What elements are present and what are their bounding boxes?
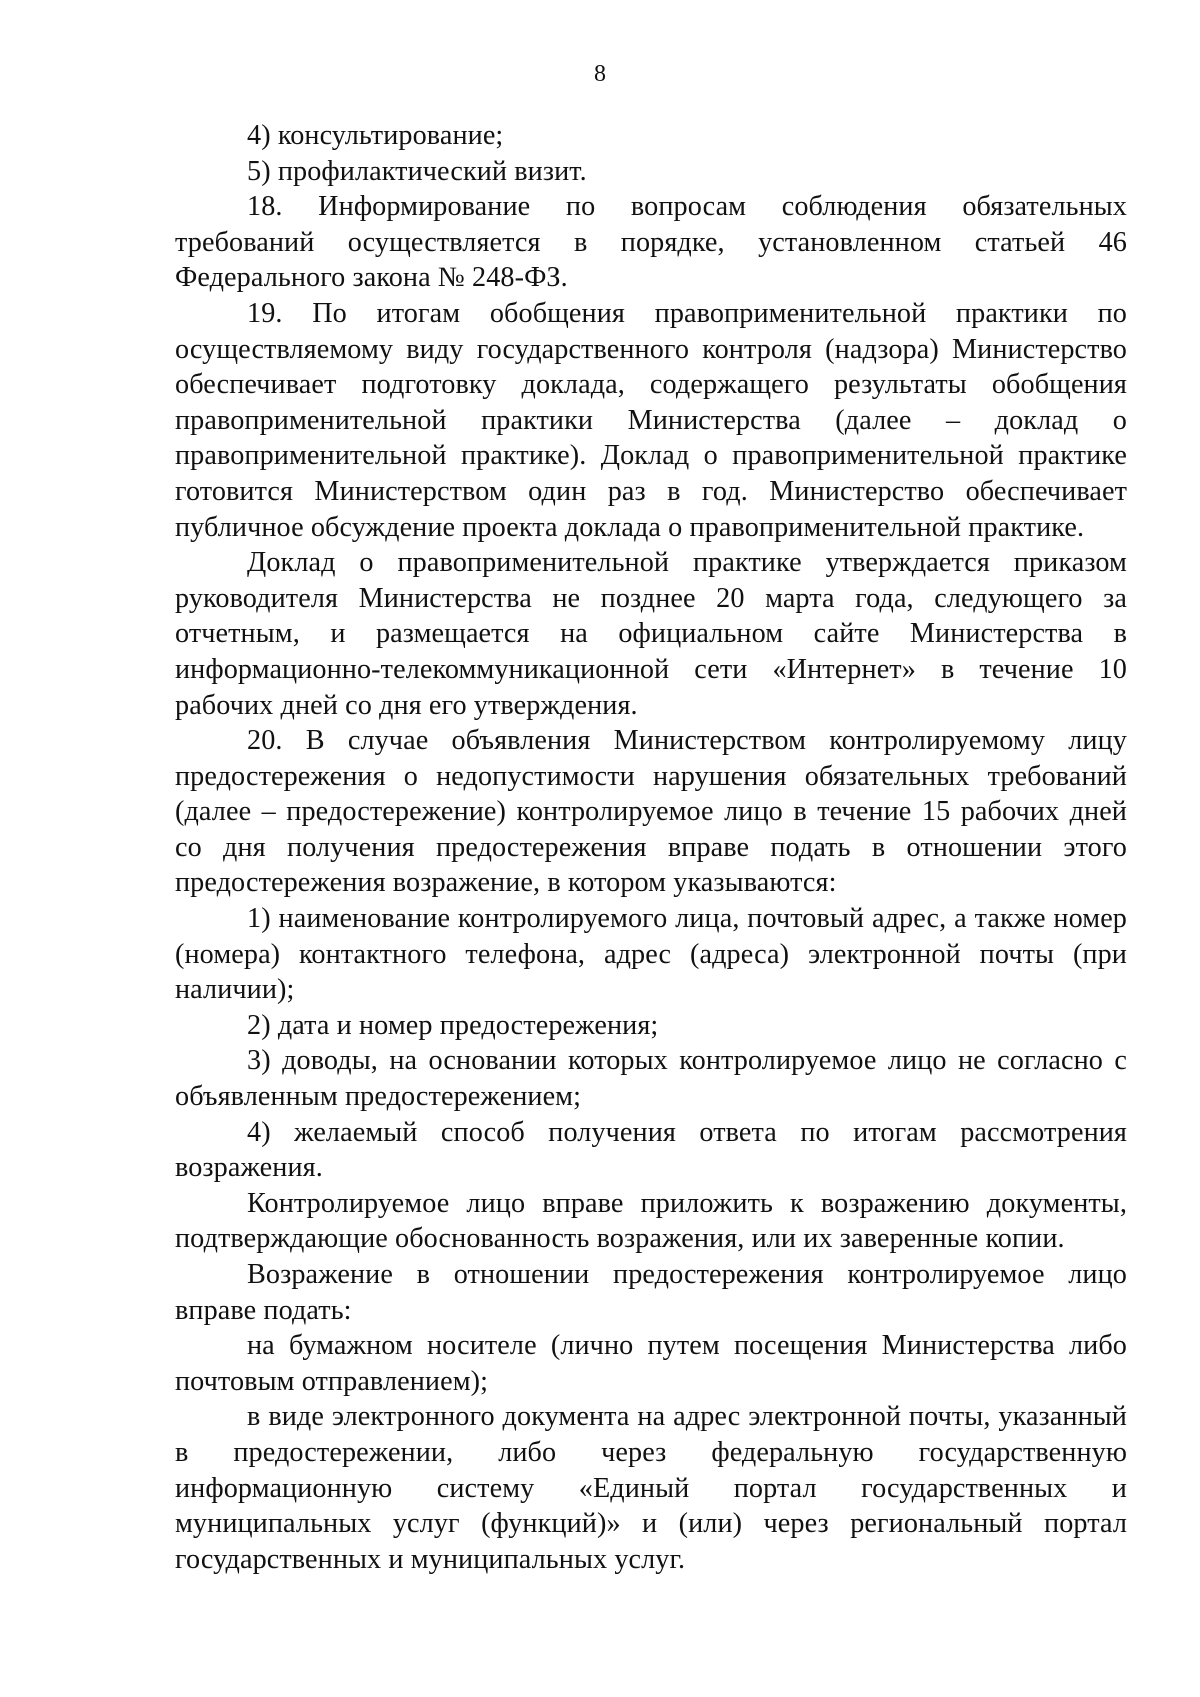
page-number: 8 <box>594 61 606 87</box>
paragraph-attachments: Контролируемое лицо вправе приложить к возражению документы, подтверждающие обоснованность возражения, или их заверенные копии. <box>175 1187 1127 1255</box>
paragraph-objection-item-2: 2) дата и номер предостережения; <box>247 1009 659 1041</box>
paragraph-submission-ways: Возражение в отношении предостережения контролируемое лицо вправе подать: <box>175 1259 1127 1326</box>
paragraph-report-approval: Доклад о правоприменительной практике утверждается приказом руководителя Министерства не позднее 20 марта года, следующего за отчетным, и размещается на официальном сайте Министерства в информационно-телекоммуникационной сети «Интернет» в течение 10 рабочих дней со дня его утверждения. <box>175 547 1127 721</box>
paragraph-19: 19. По итогам обобщения правоприменительной практики по осуществляемому виду государственного контроля (надзора) Министерство обеспечивает подготовку доклада, содержащего результаты обобщения правоприменительной практики Министерства (далее – доклад о правоприменительной практике). Доклад о правоприменительной практике готовится Министерством один раз в год. Министерство обеспечивает публичное обсуждение проекта доклада о правоприменительной практике. <box>175 297 1127 543</box>
document-body <box>175 118 1127 1577</box>
paragraph-18: 18. Информирование по вопросам соблюдения обязательных требований осуществляется в порядке, установленном статьей 46 Федерального закона № 248-ФЗ. <box>175 191 1127 294</box>
paragraph-objection-item-1: 1) наименование контролируемого лица, почтовый адрес, а также номер (номера) контактного телефона, адрес (адреса) электронной почты (при наличии); <box>175 903 1127 1006</box>
paragraph-objection-item-3: 3) доводы, на основании которых контролируемое лицо не согласно с объявленным предостережением; <box>175 1045 1127 1113</box>
paragraph-20: 20. В случае объявления Министерством контролируемому лицу предостережения о недопустимости нарушения обязательных требований (далее – предостережение) контролируемое лицо в течение 15 рабочих дней со дня получения предостережения вправе подать в отношении этого предостережения возражение, в котором указываются: <box>175 725 1127 899</box>
paragraph-item-4: 4) консультирование; <box>247 120 504 151</box>
paragraph-objection-item-4: 4) желаемый способ получения ответа по итогам рассмотрения возражения. <box>175 1116 1127 1184</box>
paragraph-electronic-submission: в виде электронного документа на адрес электронной почты, указанный в предостережении, либо через федеральную государственную информационную систему «Единый портал государственных и муниципальных услуг (функций)» и (или) через региональный портал государственных и муниципальных услуг. <box>175 1401 1127 1575</box>
paragraph-paper-submission: на бумажном носителе (лично путем посещения Министерства либо почтовым отправлением); <box>175 1330 1127 1397</box>
paragraph-item-5: 5) профилактический визит. <box>247 155 587 187</box>
